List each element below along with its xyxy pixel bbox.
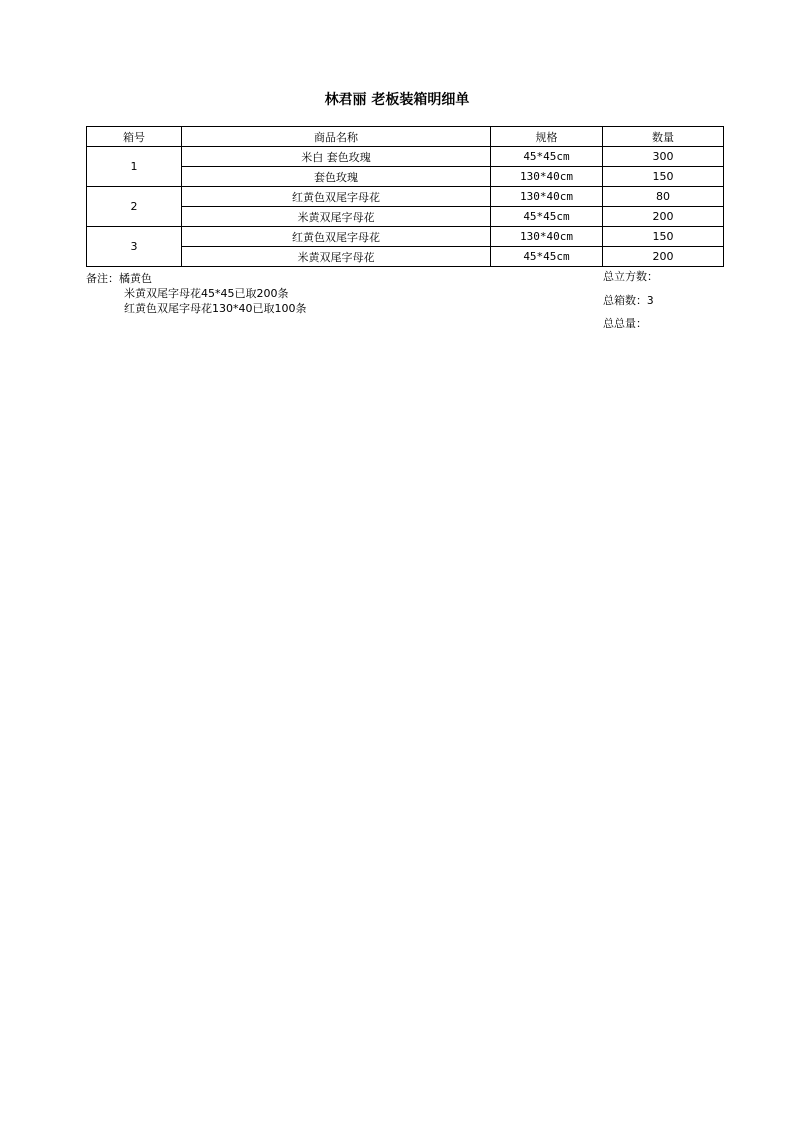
product-name-cell: 米黄双尾字母花 [182, 207, 491, 227]
header-product-name: 商品名称 [182, 127, 491, 147]
packing-list-table [86, 126, 724, 267]
remarks-block [86, 271, 307, 316]
table-row [87, 187, 724, 207]
remarks-label: 备注： [86, 272, 119, 285]
table-row [87, 207, 724, 227]
remarks-line-first [86, 271, 307, 286]
total-volume-label: 总立方数： [603, 270, 658, 283]
box-number-cell: 3 [87, 227, 182, 267]
product-name-cell: 套色玫瑰 [182, 167, 491, 187]
remarks-line: 红黄色双尾字母花130*40已取100条 [124, 302, 307, 315]
quantity-cell: 300 [603, 147, 724, 167]
table-header-row [87, 127, 724, 147]
table-row [87, 167, 724, 187]
total-boxes-label: 总箱数： [603, 293, 647, 307]
total-boxes-row [603, 294, 658, 318]
spec-cell: 130*40cm [491, 167, 603, 187]
total-boxes-value: 3 [647, 293, 654, 307]
box-number-cell: 1 [87, 147, 182, 187]
summary-block [603, 270, 658, 341]
spec-cell: 45*45cm [491, 207, 603, 227]
total-weight-label: 总总量： [603, 317, 647, 330]
spec-cell: 130*40cm [491, 187, 603, 207]
table-row [87, 227, 724, 247]
spec-cell: 130*40cm [491, 227, 603, 247]
quantity-cell: 200 [603, 247, 724, 267]
header-box-no: 箱号 [87, 127, 182, 147]
header-spec: 规格 [491, 127, 603, 147]
table-row [87, 147, 724, 167]
product-name-cell: 红黄色双尾字母花 [182, 227, 491, 247]
remarks-line: 米黄双尾字母花45*45已取200条 [124, 287, 289, 300]
box-number-cell: 2 [87, 187, 182, 227]
quantity-cell: 150 [603, 227, 724, 247]
table-row [87, 247, 724, 267]
spec-cell: 45*45cm [491, 247, 603, 267]
remarks-line: 橘黄色 [119, 272, 152, 285]
product-name-cell: 红黄色双尾字母花 [182, 187, 491, 207]
total-volume-row [603, 270, 658, 294]
product-name-cell: 米黄双尾字母花 [182, 247, 491, 267]
quantity-cell: 150 [603, 167, 724, 187]
document-title: 林君丽 老板装箱明细单 [324, 92, 470, 108]
total-weight-row [603, 317, 658, 341]
header-quantity: 数量 [603, 127, 724, 147]
product-name-cell: 米白 套色玫瑰 [182, 147, 491, 167]
quantity-cell: 80 [603, 187, 724, 207]
quantity-cell: 200 [603, 207, 724, 227]
spec-cell: 45*45cm [491, 147, 603, 167]
